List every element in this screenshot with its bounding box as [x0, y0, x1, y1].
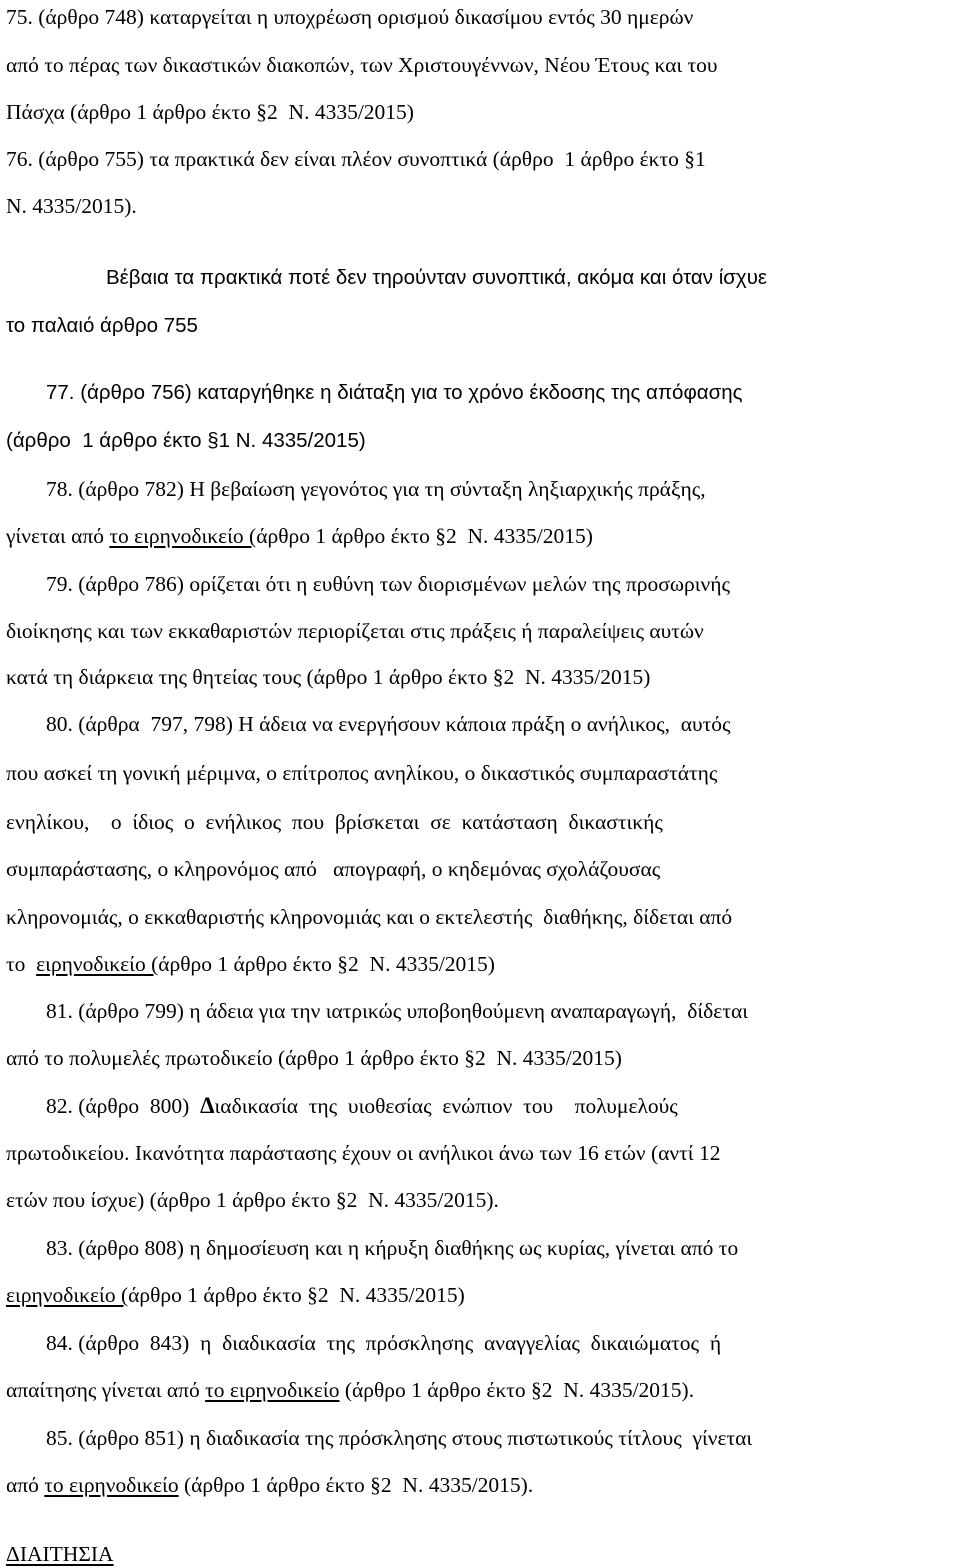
text-run: άρθρο 1 άρθρο έκτο §2 Ν. 4335/2015) [158, 952, 495, 976]
text-line: από το πολυμελές πρωτοδικείο (άρθρο 1 άρθρο έκτο §2 Ν. 4335/2015) [6, 1046, 622, 1070]
underlined-text: το ειρηνοδικείο ( [109, 524, 257, 548]
text-line: 79. (άρθρο 786) ορίζεται ότι η ευθύνη των διορισμένων μελών της προσωρινής [46, 572, 730, 596]
text-line: Ν. 4335/2015). [6, 194, 137, 218]
text-line: 84. (άρθρο 843) η διαδικασία της πρόσκλησης αναγγελίας δικαιώματος ή [46, 1331, 722, 1355]
underlined-text: ειρηνοδικείο ( [6, 1283, 129, 1307]
text-line: Πάσχα (άρθρο 1 άρθρο έκτο §2 Ν. 4335/2015) [6, 100, 414, 124]
text-line: από το πέρας των δικαστικών διακοπών, των Χριστουγέννων, Νέου Έτους και του [6, 53, 718, 77]
text-run: άρθρο 1 άρθρο έκτο §2 Ν. 4335/2015) [256, 524, 593, 548]
text-run: 82. (άρθρο 800) [46, 1094, 201, 1118]
text-run: το [6, 952, 37, 976]
text-line: 85. (άρθρο 851) η διαδικασία της πρόσκλησης στους πιστωτικούς τίτλους γίνεται [46, 1426, 753, 1450]
text-line: 78. (άρθρο 782) Η βεβαίωση γεγονότος για τη σύνταξη ληξιαρχικής πράξης, [46, 477, 706, 501]
text-line [6, 1282, 465, 1308]
text-line: κληρονομιάς, ο εκκαθαριστής κληρονομιάς και ο εκτελεστής διαθήκης, δίδεται από [6, 905, 733, 929]
text-line: διοίκησης και των εκκαθαριστών περιορίζεται στις πράξεις ή παραλείψεις αυτών [6, 619, 704, 643]
text-line: (άρθρο 1 άρθρο έκτο §1 Ν. 4335/2015) [6, 429, 366, 452]
text-line [6, 1472, 533, 1498]
section-heading: ΔΙΑΙΤΗΣΙΑ [6, 1542, 114, 1566]
text-run: Δ [200, 1093, 215, 1118]
text-line [6, 951, 495, 977]
underlined-text: ειρηνοδικείο ( [36, 952, 159, 976]
text-line: πρωτοδικείου. Ικανότητα παράστασης έχουν οι ανήλικοι άνω των 16 ετών (αντί 12 [6, 1141, 721, 1165]
text-line [6, 523, 593, 549]
text-line: 81. (άρθρο 799) η άδεια για την ιατρικώς υποβοηθούμενη αναπαραγωγή, δίδεται [46, 999, 749, 1023]
text-run: γίνεται από [6, 524, 110, 548]
text-line: συμπαράστασης, ο κληρονόμος από απογραφή, ο κηδεμόνας σχολάζουσας [6, 857, 661, 881]
text-line: το παλαιό άρθρο 755 [6, 314, 198, 337]
text-run: από [6, 1473, 45, 1497]
text-line: ετών που ίσχυε) (άρθρο 1 άρθρο έκτο §2 Ν. 4335/2015). [6, 1188, 499, 1212]
text-run: άρθρο 1 άρθρο έκτο §2 Ν. 4335/2015) [128, 1283, 465, 1307]
text-line: κατά τη διάρκεια της θητείας τους (άρθρο 1 άρθρο έκτο §2 Ν. 4335/2015) [6, 665, 651, 689]
text-line: 75. (άρθρο 748) καταργείται η υποχρέωση ορισμού δικασίμου εντός 30 ημερών [6, 5, 694, 29]
text-line: 77. (άρθρο 756) καταργήθηκε η διάταξη για το χρόνο έκδοσης της απόφασης [46, 381, 743, 404]
text-run: (άρθρο 1 άρθρο έκτο §2 Ν. 4335/2015). [178, 1473, 534, 1497]
underlined-text: το ειρηνοδικείο [205, 1378, 340, 1402]
text-line: 83. (άρθρο 808) η δημοσίευση και η κήρυξη διαθήκης ως κυρίας, γίνεται από το [46, 1236, 739, 1260]
text-line [6, 1377, 694, 1403]
text-line: ενηλίκου, ο ίδιος ο ενήλικος που βρίσκεται σε κατάσταση δικαστικής [6, 810, 663, 834]
text-line: 80. (άρθρα 797, 798) Η άδεια να ενεργήσουν κάποια πράξη ο ανήλικος, αυτός [46, 712, 731, 736]
text-line: Βέβαια τα πρακτικά ποτέ δεν τηρούνταν συνοπτικά, ακόμα και όταν ίσχυε [106, 266, 768, 289]
text-line: που ασκεί τη γονική μέριμνα, ο επίτροπος ανηλίκου, ο δικαστικός συμπαραστάτης [6, 761, 718, 785]
text-run: (άρθρο 1 άρθρο έκτο §2 Ν. 4335/2015). [339, 1378, 695, 1402]
text-run: ιαδικασία της υιοθεσίας ενώπιον του πολυμελούς [214, 1094, 678, 1118]
underlined-text: το ειρηνοδικείο [44, 1473, 179, 1497]
text-line [46, 1093, 678, 1119]
text-run: απαίτησης γίνεται από [6, 1378, 206, 1402]
text-line: 76. (άρθρο 755) τα πρακτικά δεν είναι πλέον συνοπτικά (άρθρο 1 άρθρο έκτο §1 [6, 147, 706, 171]
